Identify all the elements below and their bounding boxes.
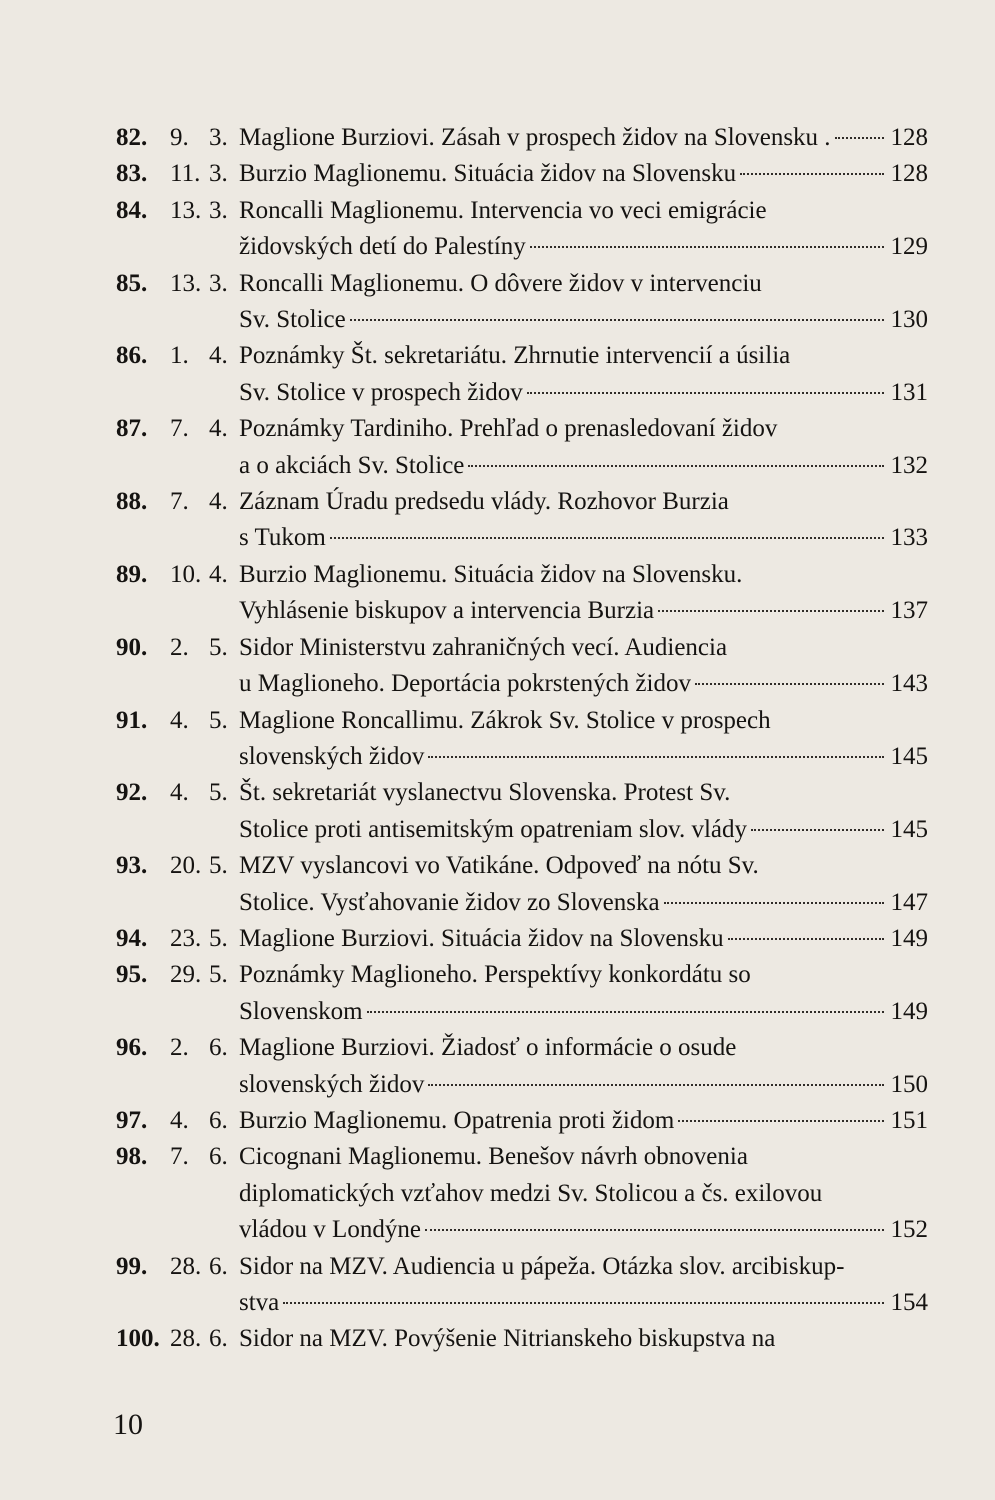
entry-title-line (116, 593, 928, 629)
entry-page: 128 (890, 160, 928, 188)
toc-entry (116, 411, 928, 484)
toc-entry (116, 848, 928, 921)
entry-day: 28. (170, 1325, 202, 1353)
entry-day: 1. (170, 342, 189, 370)
dot-leader (428, 756, 884, 758)
entry-title-line (239, 484, 928, 520)
entry-day: 7. (170, 1143, 189, 1171)
entry-title: Maglione Burziovi. Situácia židov na Slovensku (239, 924, 724, 952)
entry-day: 13. (170, 269, 202, 297)
toc-entry (116, 156, 928, 192)
entry-title: Záznam Úradu predsedu vlády. Rozhovor Burzia (239, 488, 729, 516)
entry-title: Stolice. Vysťahovanie židov zo Slovenska (239, 888, 660, 916)
entry-number: 95. (116, 961, 148, 989)
entry-month: 3. (209, 269, 228, 297)
entry-title-line (239, 1249, 928, 1285)
dot-leader (468, 465, 884, 467)
entry-title-line (116, 812, 928, 848)
entry-month: 6. (209, 1252, 228, 1280)
entry-day: 7. (170, 488, 189, 516)
entry-month: 5. (209, 779, 228, 807)
entry-number: 86. (116, 342, 148, 370)
entry-month: 5. (209, 924, 228, 952)
entry-title-line (239, 630, 928, 666)
entry-day: 13. (170, 196, 202, 224)
entry-title: diplomatických vzťahov medzi Sv. Stolicou a čs. exilovou (239, 1179, 823, 1207)
entry-title-line (116, 1285, 928, 1321)
entry-title-line (116, 1212, 928, 1248)
entry-month: 3. (209, 124, 228, 151)
entry-page: 147 (890, 888, 928, 916)
toc-entry (116, 338, 928, 411)
entry-title-line (116, 1067, 928, 1103)
entry-page: 129 (890, 233, 928, 261)
entry-title: Sidor na MZV. Audiencia u pápeža. Otázka slov. arcibiskup- (239, 1252, 845, 1280)
entry-month: 6. (209, 1325, 228, 1353)
entry-title: Maglione Burziovi. Žiadosť o informácie o osude (239, 1034, 737, 1062)
entry-day: 23. (170, 924, 202, 952)
dot-leader (530, 246, 884, 248)
entry-title: slovenských židov (239, 742, 425, 770)
entry-title: Poznámky Maglioneho. Perspektívy konkordátu so (239, 961, 751, 989)
entry-number: 89. (116, 560, 148, 588)
entry-page: 145 (890, 742, 928, 770)
dot-leader (283, 1302, 884, 1304)
entry-month: 3. (209, 160, 228, 188)
entry-page: 130 (890, 306, 928, 334)
entry-month: 4. (209, 342, 228, 370)
entry-title: Roncalli Maglionemu. O dôvere židov v intervenciu (239, 269, 762, 297)
dot-leader (527, 392, 884, 394)
entry-page: 149 (890, 997, 928, 1025)
entry-page: 137 (890, 597, 928, 625)
entry-title: Maglione Roncallimu. Zákrok Sv. Stolice v prospech (239, 706, 771, 734)
toc-entry (116, 775, 928, 848)
entry-title-line (116, 448, 928, 484)
entry-month: 4. (209, 560, 228, 588)
entry-title: MZV vyslancovi vo Vatikáne. Odpoveď na nótu Sv. (239, 852, 759, 880)
entry-month: 6. (209, 1143, 228, 1171)
entry-page: 143 (890, 670, 928, 698)
dot-leader (740, 173, 884, 175)
entry-month: 4. (209, 415, 228, 443)
entry-title-line (239, 1321, 928, 1357)
dot-leader (835, 137, 884, 139)
entry-title-line (116, 375, 928, 411)
entry-day: 4. (170, 706, 189, 734)
toc-entry (116, 630, 928, 703)
entry-day: 20. (170, 852, 202, 880)
toc-entry (116, 921, 928, 957)
entry-title: Sv. Stolice v prospech židov (239, 378, 523, 406)
toc-entry (116, 557, 928, 630)
entry-number: 85. (116, 269, 148, 297)
dot-leader (428, 1084, 884, 1086)
entry-month: 3. (209, 196, 228, 224)
toc-entry (116, 120, 928, 156)
entry-title-line (239, 156, 928, 192)
entry-title: a o akciách Sv. Stolice (239, 451, 465, 479)
entry-page: 145 (890, 815, 928, 843)
entry-day: 28. (170, 1252, 202, 1280)
toc-entry (116, 957, 928, 1030)
entry-title: Sidor na MZV. Povýšenie Nitrianskeho biskupstva na (239, 1325, 776, 1353)
entry-number: 84. (116, 196, 148, 224)
dot-leader (678, 1120, 884, 1122)
entry-number: 100. (116, 1325, 160, 1353)
entry-title-line (116, 302, 928, 338)
entry-number: 83. (116, 160, 148, 188)
entry-title: stva (239, 1289, 280, 1316)
entry-page: 132 (890, 451, 928, 479)
dot-leader (350, 319, 884, 321)
toc-entry (116, 1139, 928, 1248)
entry-month: 4. (209, 488, 228, 516)
entry-number: 98. (116, 1143, 148, 1171)
entry-number: 99. (116, 1252, 148, 1280)
dot-leader (751, 829, 884, 831)
toc-entry (116, 1321, 928, 1357)
dot-leader (728, 938, 884, 940)
dot-leader (425, 1229, 884, 1231)
entry-title-line (116, 666, 928, 702)
entry-title: Roncalli Maglionemu. Intervencia vo veci emigrácie (239, 196, 767, 224)
entry-title: Burzio Maglionemu. Situácia židov na Slovensku (239, 160, 737, 188)
entry-day: 9. (170, 124, 189, 151)
entry-title-line (116, 739, 928, 775)
entry-page: 131 (890, 378, 928, 406)
entry-title: Cicognani Maglionemu. Benešov návrh obnovenia (239, 1143, 748, 1171)
entry-title-line (239, 775, 928, 811)
entry-page: 154 (890, 1289, 928, 1316)
entry-title: židovských detí do Palestíny (239, 233, 526, 261)
entry-title: Št. sekretariát vyslanectvu Slovenska. Protest Sv. (239, 779, 731, 807)
entry-title-line (239, 411, 928, 447)
entry-title-line (239, 120, 928, 156)
entry-number: 91. (116, 706, 148, 734)
entry-page: 128 (890, 124, 928, 151)
entry-title: Sv. Stolice (239, 306, 346, 334)
entry-day: 4. (170, 1106, 189, 1134)
dot-leader (664, 902, 884, 904)
entry-title: s Tukom (239, 524, 326, 552)
entry-number: 96. (116, 1034, 148, 1062)
entry-day: 7. (170, 415, 189, 443)
table-of-contents (116, 120, 928, 1358)
entry-day: 4. (170, 779, 189, 807)
entry-title: Burzio Maglionemu. Opatrenia proti židom (239, 1106, 675, 1134)
entry-page: 151 (890, 1106, 928, 1134)
toc-entry (116, 266, 928, 339)
entry-title: Poznámky Tardiniho. Prehľad o prenasledovaní židov (239, 415, 778, 443)
entry-month: 5. (209, 706, 228, 734)
entry-title-line (239, 1139, 928, 1175)
entry-number: 94. (116, 924, 148, 952)
entry-title-line (239, 557, 928, 593)
dot-leader (367, 1011, 884, 1013)
toc-entry (116, 703, 928, 776)
entry-day: 11. (170, 160, 201, 188)
entry-number: 82. (116, 124, 148, 151)
entry-title-line (239, 921, 928, 957)
entry-number: 92. (116, 779, 148, 807)
entry-page: 133 (890, 524, 928, 552)
entry-title-line (116, 229, 928, 265)
entry-title: vládou v Londýne (239, 1216, 421, 1244)
entry-number: 93. (116, 852, 148, 880)
entry-number: 97. (116, 1106, 148, 1134)
entry-month: 6. (209, 1034, 228, 1062)
entry-title: Poznámky Št. sekretariátu. Zhrnutie intervencií a úsilia (239, 342, 791, 370)
entry-day: 2. (170, 1034, 189, 1062)
entry-month: 5. (209, 961, 228, 989)
entry-title: Maglione Burziovi. Zásah v prospech židov na Slovensku . (239, 124, 831, 151)
entry-title: u Maglioneho. Deportácia pokrstených židov (239, 670, 691, 698)
entry-title-line (116, 520, 928, 556)
entry-day: 29. (170, 961, 202, 989)
entry-title-line (239, 1030, 928, 1066)
entry-day: 2. (170, 633, 189, 661)
entry-page: 152 (890, 1216, 928, 1244)
entry-title-line (239, 703, 928, 739)
entry-month: 5. (209, 633, 228, 661)
dot-leader (658, 610, 884, 612)
entry-number: 90. (116, 633, 148, 661)
entry-title-line (239, 1103, 928, 1139)
entry-day: 10. (170, 560, 202, 588)
entry-title: Burzio Maglionemu. Situácia židov na Slovensku. (239, 560, 743, 588)
entry-page: 149 (890, 924, 928, 952)
entry-month: 5. (209, 852, 228, 880)
entry-title: Slovenskom (239, 997, 363, 1025)
entry-title: slovenských židov (239, 1070, 425, 1098)
entry-title-line (239, 848, 928, 884)
dot-leader (695, 683, 884, 685)
page-number: 10 (113, 1408, 143, 1441)
entry-number: 88. (116, 488, 148, 516)
entry-title-line (116, 1176, 928, 1212)
toc-entry (116, 193, 928, 266)
entry-title-line (239, 338, 928, 374)
entry-title: Vyhlásenie biskupov a intervencia Burzia (239, 597, 655, 625)
dot-leader (330, 537, 884, 539)
entry-title-line (116, 994, 928, 1030)
entry-title-line (239, 193, 928, 229)
entry-number: 87. (116, 415, 148, 443)
toc-entry (116, 1030, 928, 1103)
entry-title-line (239, 957, 928, 993)
entry-title-line (116, 885, 928, 921)
entry-title: Stolice proti antisemitským opatreniam slov. vlády (239, 815, 748, 843)
toc-entry (116, 1249, 928, 1322)
entry-title-line (239, 266, 928, 302)
toc-entry (116, 484, 928, 557)
toc-entry (116, 1103, 928, 1139)
entry-title: Sidor Ministerstvu zahraničných vecí. Audiencia (239, 633, 728, 661)
entry-month: 6. (209, 1106, 228, 1134)
entry-page: 150 (890, 1070, 928, 1098)
